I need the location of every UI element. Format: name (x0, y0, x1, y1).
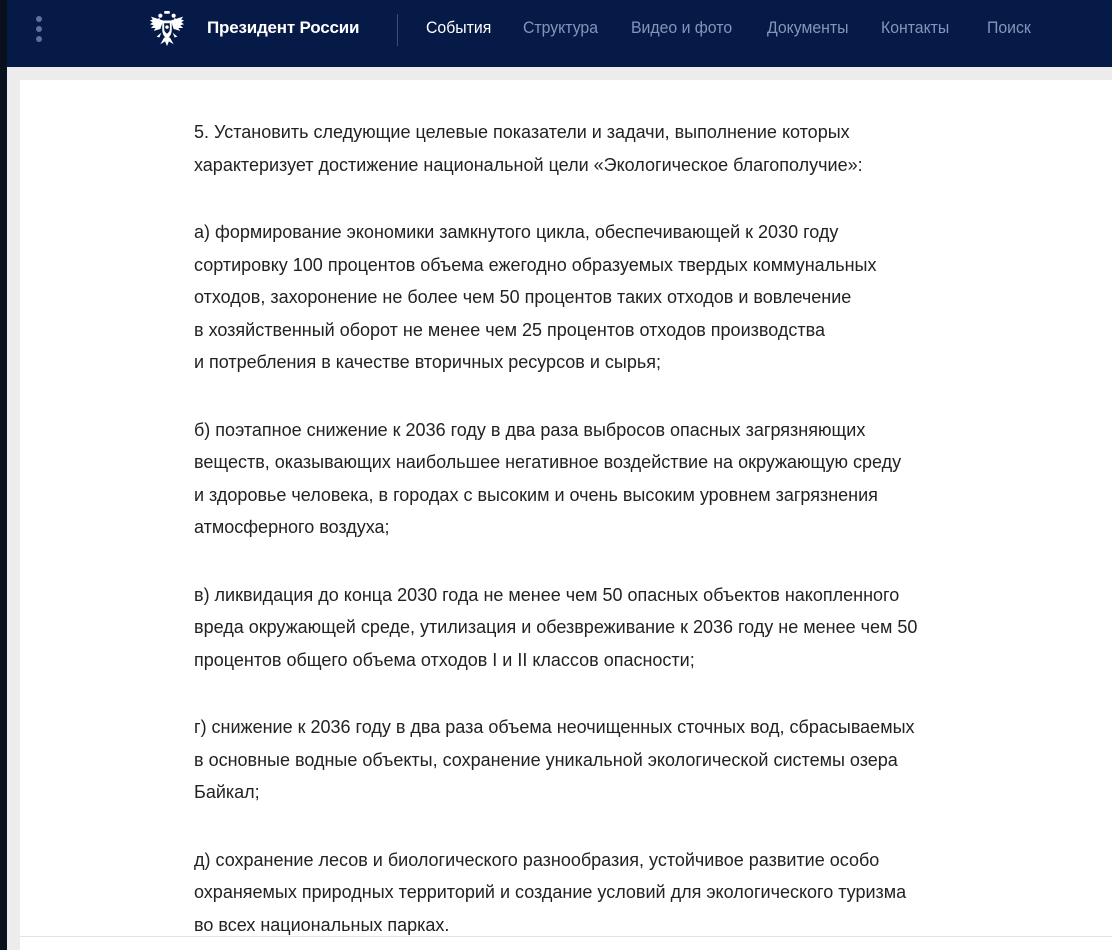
nav-item-documents[interactable]: Документы (766, 18, 849, 37)
site-title[interactable]: Президент России (207, 18, 360, 37)
paragraph-5 (194, 116, 1054, 181)
site-header (7, 0, 1112, 67)
text-line: д) сохранение лесов и биологического разнообразия, устойчивое развитие особо (194, 849, 880, 870)
text-line: сортировку 100 процентов объема ежегодно образуемых твердых коммунальных (194, 254, 877, 275)
text-line: в хозяйственный оборот не менее чем 25 процентов отходов производства (194, 319, 825, 340)
main-nav (426, 18, 1034, 42)
nav-item-contacts[interactable]: Контакты (881, 18, 950, 37)
nav-item-structure[interactable]: Структура (523, 18, 599, 37)
nav-item-video-photo[interactable]: Видео и фото (630, 18, 732, 37)
window-left-edge (0, 0, 7, 950)
vertical-dots-icon[interactable] (33, 16, 45, 42)
text-line: атмосферного воздуха; (194, 517, 390, 537)
text-line: во всех национальных парках. (194, 914, 450, 935)
paragraph-v (194, 579, 1054, 677)
nav-item-search[interactable]: Поиск (986, 18, 1031, 37)
paragraph-b (194, 414, 1054, 544)
nav-item-events[interactable]: События (426, 18, 492, 37)
text-line: Байкал; (194, 782, 260, 802)
paragraph-g (194, 711, 1054, 809)
dot (36, 26, 42, 32)
text-line: 5. Установить следующие целевые показатели и задачи, выполнение которых (194, 122, 850, 142)
text-line: процентов общего объема отходов I и II классов опасности; (194, 649, 695, 670)
text-line: охраняемых природных территорий и создание условий для экологического туризма (194, 882, 907, 902)
bottom-strip (20, 937, 1112, 950)
text-line: и потребления в качестве вторичных ресурсов и сырья; (194, 352, 661, 372)
content-card (20, 80, 1112, 936)
text-line: г) снижение к 2036 году в два раза объема неочищенных сточных вод, сбрасываемых (194, 717, 915, 737)
text-line: и здоровье человека, в городах с высоким и очень высоким уровнем загрязнения (194, 484, 878, 505)
eagle-emblem-icon[interactable] (148, 10, 186, 48)
dot (36, 36, 42, 42)
browser-page (7, 0, 1112, 950)
document-text (194, 116, 1054, 936)
paragraph-d (194, 844, 1054, 937)
text-line: а) формирование экономики замкнутого цикла, обеспечивающей к 2030 году (194, 222, 839, 242)
paragraph-a (194, 216, 1054, 379)
text-line: в) ликвидация до конца 2030 года не менее чем 50 опасных объектов накопленного (194, 584, 900, 605)
header-divider (397, 14, 398, 46)
dot (36, 16, 42, 22)
text-line: отходов, захоронение не более чем 50 процентов таких отходов и вовлечение (194, 287, 852, 307)
text-line: в основные водные объекты, сохранение уникальной экологической системы озера (194, 749, 898, 770)
text-line: характеризует достижение национальной цели «Экологическое благополучие»: (194, 154, 863, 175)
text-line: веществ, оказывающих наибольшее негативное воздействие на окружающую среду (194, 452, 902, 472)
text-line: б) поэтапное снижение к 2036 году в два раза выбросов опасных загрязняющих (194, 419, 866, 440)
text-line: вреда окружающей среде, утилизация и обезвреживание к 2036 году не менее чем 50 (194, 617, 918, 637)
